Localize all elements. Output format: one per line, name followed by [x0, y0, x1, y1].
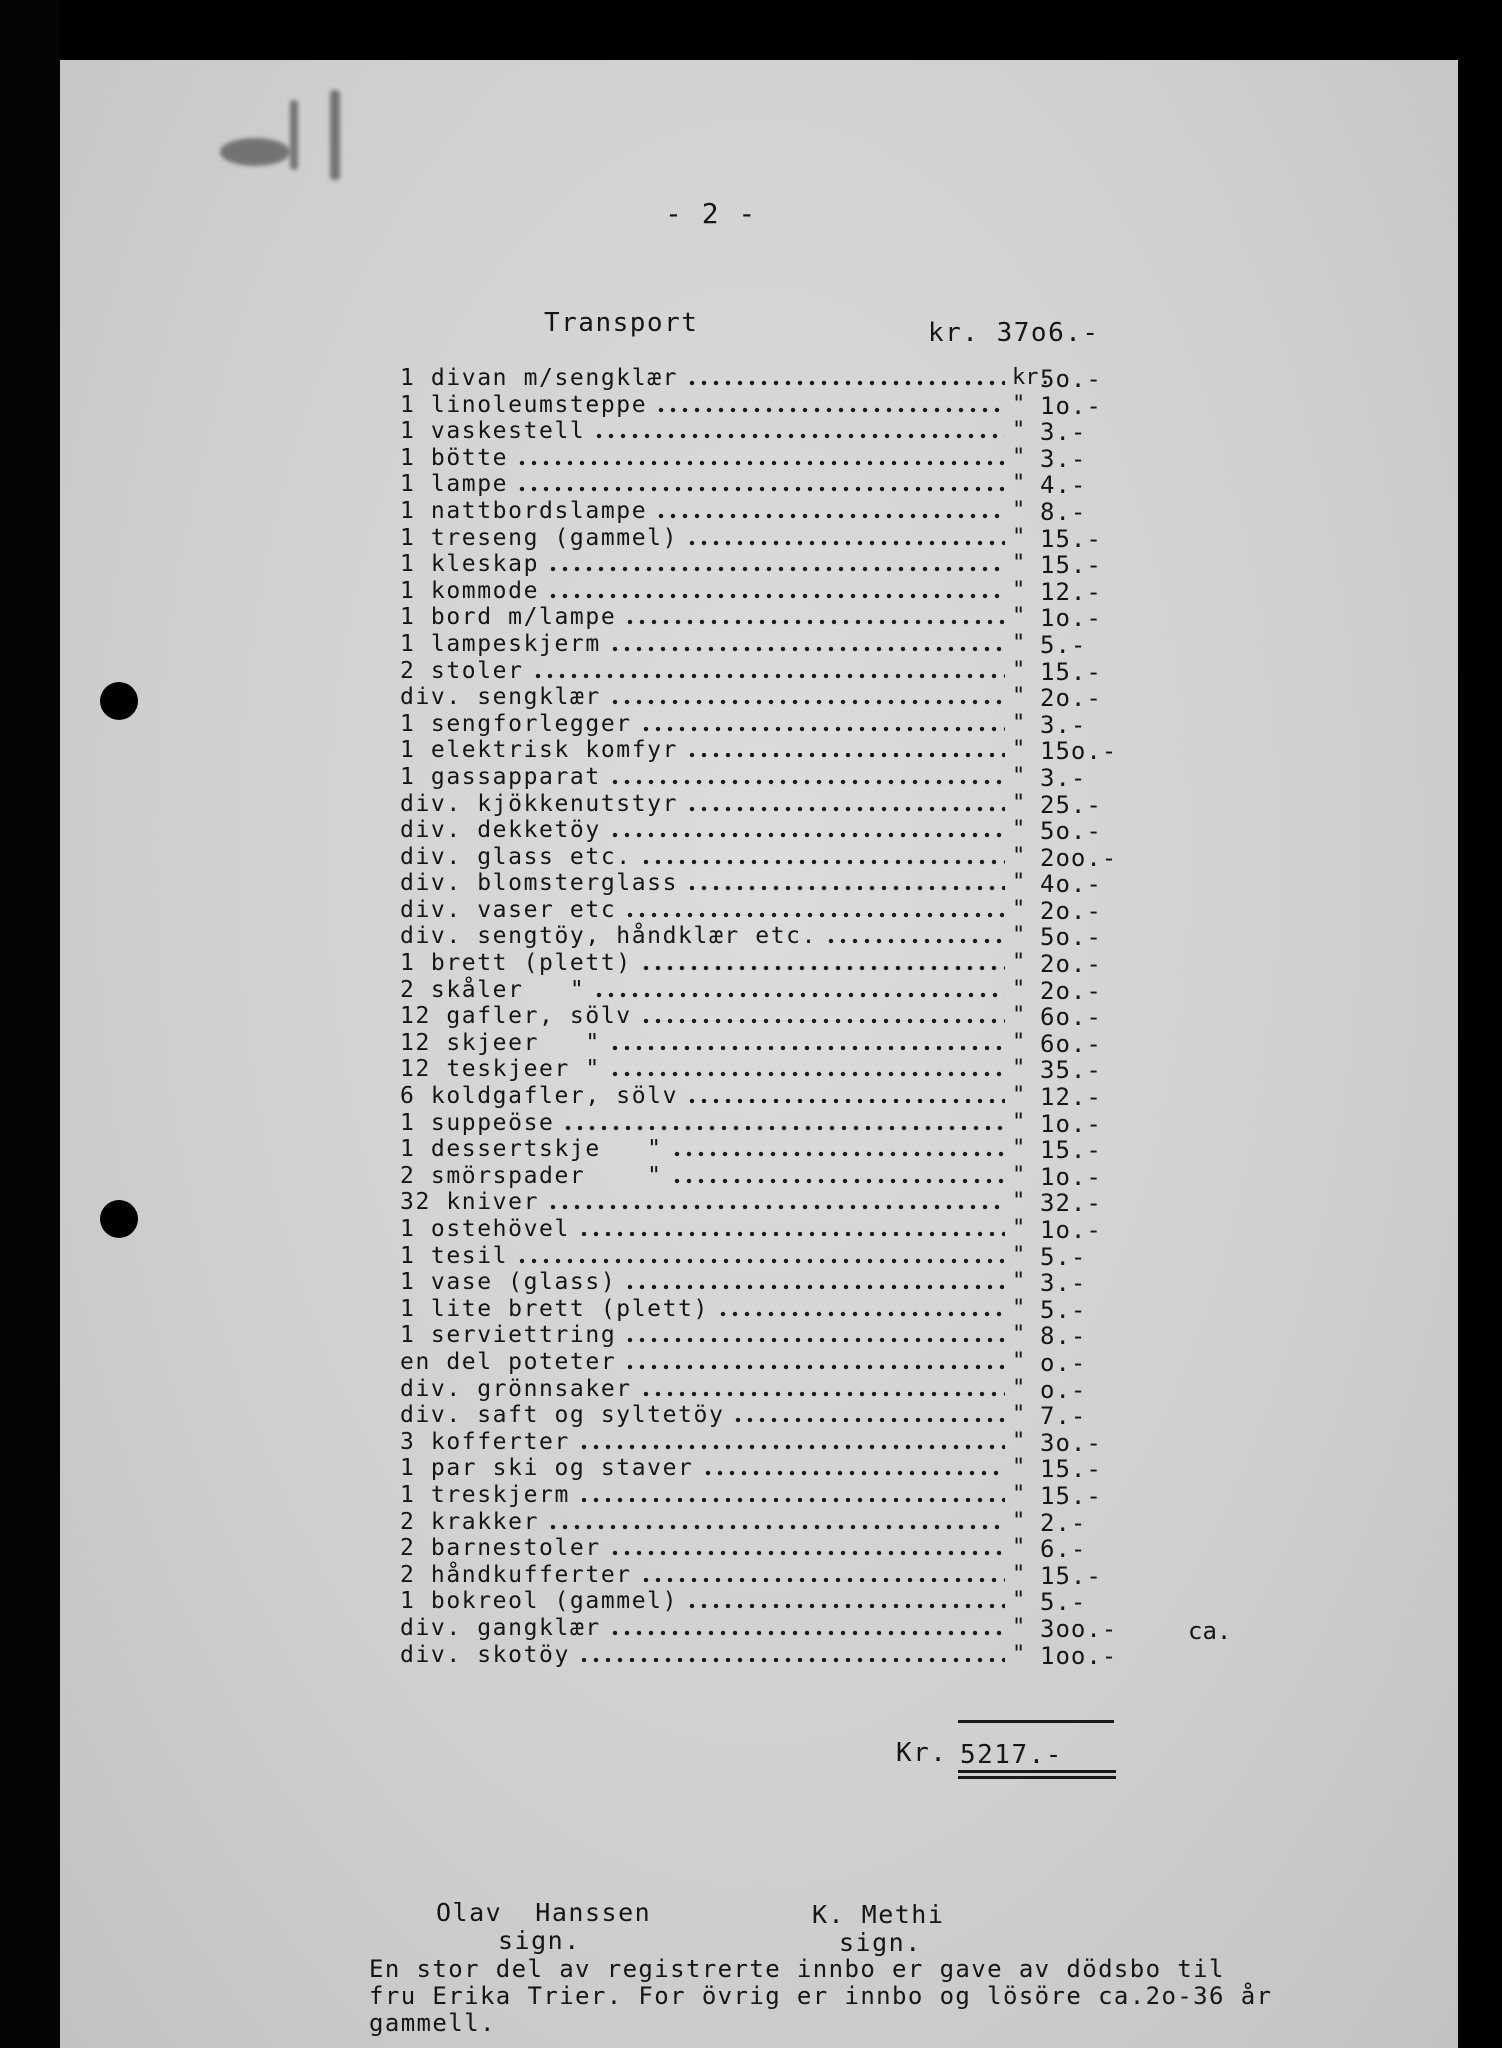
inventory-row — [400, 1642, 1160, 1669]
currency-mark: " — [1012, 870, 1026, 896]
item-name: 1 gassapparat — [400, 763, 601, 790]
inventory-row — [400, 1056, 1160, 1083]
dot-leader — [562, 1125, 1005, 1131]
currency-mark: " — [1012, 1242, 1026, 1268]
dot-leader — [686, 806, 1005, 812]
dot-leader — [686, 1098, 1005, 1104]
page-number: - 2 - — [665, 197, 757, 230]
item-amount: 4o.- — [1040, 870, 1102, 899]
ink-smudge — [330, 90, 340, 180]
dot-leader — [671, 1151, 1005, 1157]
inventory-row — [400, 604, 1160, 631]
inventory-row — [400, 1535, 1160, 1562]
item-name: 3 kofferter — [400, 1428, 570, 1455]
dot-leader — [624, 1364, 1005, 1370]
item-name: div. kjökkenutstyr — [400, 790, 679, 817]
transport-value: kr. 37o6.- — [928, 318, 1100, 348]
inventory-row — [400, 631, 1160, 658]
item-amount: 2o.- — [1040, 684, 1102, 713]
inventory-row — [400, 578, 1160, 605]
currency-mark: " — [1012, 551, 1026, 577]
dot-leader — [609, 699, 1005, 705]
item-name: 1 bokreol (gammel) — [400, 1588, 679, 1615]
item-amount: 25.- — [1040, 790, 1102, 819]
currency-mark: " — [1012, 1375, 1026, 1401]
inventory-row — [400, 977, 1160, 1004]
dot-leader — [609, 1550, 1005, 1556]
item-name: 1 tesil — [400, 1242, 509, 1269]
dot-leader — [640, 859, 1005, 865]
dot-leader — [640, 965, 1005, 971]
item-name: 1 sengforlegger — [400, 710, 632, 737]
dot-leader — [655, 513, 1005, 519]
inventory-row — [400, 1189, 1160, 1216]
inventory-row — [400, 870, 1160, 897]
item-amount: 3o.- — [1040, 1428, 1102, 1457]
ink-smudge — [220, 138, 290, 166]
inventory-row — [400, 897, 1160, 924]
currency-mark: " — [1012, 790, 1026, 816]
total-rule-double-1 — [958, 1770, 1116, 1773]
currency-mark: " — [1012, 657, 1026, 683]
total-rule-top — [958, 1720, 1114, 1723]
currency-mark: " — [1012, 1535, 1026, 1561]
currency-mark: " — [1012, 1003, 1026, 1029]
item-amount: 5.- — [1040, 630, 1087, 659]
item-name: 1 linoleumsteppe — [400, 391, 648, 418]
inventory-note: En stor del av registrerte innbo er gave av dödsbo til fru Erika Trier. For övrig er innbo og lösöre ca.2o-36 år gammell. — [369, 1955, 1273, 2037]
dot-leader — [640, 1577, 1005, 1583]
currency-mark: " — [1012, 923, 1026, 949]
item-name: div. vaser etc — [400, 896, 617, 923]
dot-leader — [686, 540, 1005, 546]
currency-mark: " — [1012, 1428, 1026, 1454]
currency-mark: " — [1012, 1322, 1026, 1348]
dot-leader — [593, 433, 1005, 439]
item-name: 1 lampeskjerm — [400, 630, 601, 657]
item-amount: 5.- — [1040, 1242, 1087, 1271]
currency-mark: " — [1012, 497, 1026, 523]
inventory-row — [400, 1482, 1160, 1509]
currency-mark: " — [1012, 1481, 1026, 1507]
currency-mark: " — [1012, 896, 1026, 922]
dot-leader — [609, 646, 1005, 652]
dot-leader — [547, 1524, 1005, 1530]
currency-mark: " — [1012, 1269, 1026, 1295]
item-name: 2 smörspader " — [400, 1162, 663, 1189]
currency-mark: " — [1012, 817, 1026, 843]
inventory-row — [400, 392, 1160, 419]
item-amount: 3.- — [1040, 444, 1087, 473]
currency-mark: " — [1012, 763, 1026, 789]
dot-leader — [609, 1071, 1005, 1077]
inventory-row — [400, 1455, 1160, 1482]
currency-mark: " — [1012, 630, 1026, 656]
item-amount: 15.- — [1040, 1455, 1102, 1484]
dot-leader — [671, 1178, 1005, 1184]
item-amount: 3oo.- — [1040, 1614, 1118, 1643]
dot-leader — [624, 912, 1005, 918]
item-name: 1 ostehövel — [400, 1216, 570, 1242]
item-amount: 32.- — [1040, 1189, 1102, 1218]
item-amount: 12.- — [1040, 577, 1102, 606]
item-amount: 6o.- — [1040, 1003, 1102, 1032]
item-name: 1 bord m/lampe — [400, 604, 617, 631]
item-name: div. sengtöy, håndklær etc. — [400, 923, 818, 950]
item-amount: 1o.- — [1040, 1162, 1102, 1191]
item-name: 1 lampe — [400, 471, 509, 498]
dot-leader — [702, 1470, 1005, 1476]
dot-leader — [578, 1444, 1005, 1450]
dot-leader — [624, 1337, 1005, 1343]
inventory-row — [400, 658, 1160, 685]
inventory-row — [400, 1269, 1160, 1296]
currency-mark: " — [1012, 710, 1026, 736]
currency-mark: " — [1012, 1216, 1026, 1241]
item-amount: 1o.- — [1040, 604, 1102, 633]
item-amount: o.- — [1040, 1375, 1087, 1404]
item-amount: 2o.- — [1040, 950, 1102, 979]
item-amount: 5o.- — [1040, 365, 1102, 393]
item-amount: 1o.- — [1040, 391, 1102, 420]
item-amount: 2oo.- — [1040, 843, 1118, 872]
inventory-row — [400, 525, 1160, 552]
inventory-row — [400, 1030, 1160, 1057]
inventory-row — [400, 1243, 1160, 1270]
inventory-row — [400, 1110, 1160, 1137]
currency-mark: " — [1012, 444, 1026, 470]
dot-leader — [547, 593, 1005, 599]
item-amount: 2.- — [1040, 1508, 1087, 1537]
item-amount: 15.- — [1040, 1481, 1102, 1510]
dot-leader — [547, 1204, 1005, 1210]
item-name: 6 koldgafler, sölv — [400, 1083, 679, 1110]
item-name: 2 stoler — [400, 657, 524, 684]
inventory-row — [400, 471, 1160, 498]
item-amount: 3.- — [1040, 1269, 1087, 1298]
item-name: 12 gafler, sölv — [400, 1003, 632, 1030]
item-amount: 15o.- — [1040, 737, 1118, 766]
transport-label: Transport — [544, 308, 699, 338]
inventory-row — [400, 1083, 1160, 1110]
item-name: div. blomsterglass — [400, 870, 679, 897]
item-suffix: ca. — [1188, 1616, 1232, 1645]
inventory-row — [400, 1136, 1160, 1163]
inventory-row — [400, 1402, 1160, 1429]
inventory-row — [400, 551, 1160, 578]
currency-mark: " — [1012, 1348, 1026, 1374]
item-name: div. glass etc. — [400, 843, 632, 870]
dot-leader — [578, 1497, 1005, 1503]
inventory-row — [400, 365, 1160, 392]
currency-mark: " — [1012, 1614, 1026, 1640]
item-name: div. dekketöy — [400, 817, 601, 844]
dot-leader — [655, 407, 1005, 413]
dot-leader — [609, 1630, 1005, 1636]
signature-sign-1: sign. — [498, 1926, 581, 1955]
item-name: 1 vaskestell — [400, 418, 586, 445]
inventory-row — [400, 1296, 1160, 1323]
currency-mark: " — [1012, 1455, 1026, 1481]
inventory-row — [400, 737, 1160, 764]
currency-mark: " — [1012, 843, 1026, 869]
dot-leader — [686, 752, 1005, 758]
currency-mark: " — [1012, 1162, 1026, 1188]
currency-mark: " — [1012, 524, 1026, 550]
dot-leader — [609, 1045, 1005, 1051]
item-name: 1 dessertskje " — [400, 1136, 663, 1163]
currency-mark: " — [1012, 1056, 1026, 1082]
inventory-row — [400, 1163, 1160, 1190]
dot-leader — [578, 1231, 1005, 1237]
item-name: 12 teskjeer " — [400, 1056, 601, 1083]
inventory-row — [400, 684, 1160, 711]
item-name: 1 serviettring — [400, 1322, 617, 1349]
item-amount: 3.- — [1040, 418, 1087, 447]
inventory-row — [400, 1614, 1232, 1645]
currency-mark: " — [1012, 1561, 1026, 1587]
item-amount: 7.- — [1040, 1402, 1087, 1431]
item-amount: 5o.- — [1040, 817, 1102, 846]
item-name: 1 kleskap — [400, 551, 540, 578]
document-page — [60, 60, 1458, 2048]
item-amount: 2o.- — [1040, 976, 1102, 1005]
item-name: 1 kommode — [400, 577, 540, 604]
dot-leader — [640, 1391, 1005, 1397]
item-name: 2 krakker — [400, 1508, 540, 1535]
dot-leader — [593, 992, 1005, 998]
item-amount: 4.- — [1040, 471, 1087, 500]
currency-mark: " — [1012, 577, 1026, 603]
item-amount: 5.- — [1040, 1588, 1087, 1617]
item-name: div. grönnsaker — [400, 1375, 632, 1402]
currency-mark: " — [1012, 1029, 1026, 1055]
currency-mark: " — [1012, 1402, 1026, 1428]
currency-mark: " — [1012, 1189, 1026, 1215]
currency-mark: " — [1012, 1083, 1026, 1109]
item-name: div. gangklær — [400, 1614, 601, 1641]
item-name: 2 skåler " — [400, 976, 586, 1003]
item-amount: 5.- — [1040, 1295, 1087, 1324]
item-name: 2 barnestoler — [400, 1535, 601, 1562]
inventory-row — [400, 1322, 1160, 1349]
currency-mark: " — [1012, 737, 1026, 763]
currency-mark: kr. — [1012, 365, 1052, 390]
item-name: 1 par ski og staver — [400, 1455, 694, 1482]
dot-leader — [516, 460, 1005, 466]
item-name: 1 lite brett (plett) — [400, 1295, 709, 1322]
dot-leader — [717, 1311, 1005, 1317]
item-amount: 8.- — [1040, 1322, 1087, 1351]
inventory-row — [400, 791, 1160, 818]
currency-mark: " — [1012, 684, 1026, 710]
item-amount: 6.- — [1040, 1535, 1087, 1564]
item-amount: 15.- — [1040, 524, 1102, 553]
dot-leader — [686, 1603, 1005, 1609]
currency-mark: " — [1012, 1508, 1026, 1534]
item-amount: 1oo.- — [1040, 1641, 1118, 1670]
dot-leader — [609, 832, 1005, 838]
item-amount: 1o.- — [1040, 1109, 1102, 1138]
item-name: div. sengklær — [400, 684, 601, 711]
item-name: div. saft og syltetöy — [400, 1402, 725, 1429]
dot-leader — [578, 1657, 1005, 1663]
item-amount: 15.- — [1040, 1561, 1102, 1590]
currency-mark: " — [1012, 976, 1026, 1002]
item-name: 1 elektrisk komfyr — [400, 737, 679, 764]
inventory-row — [400, 1562, 1160, 1589]
inventory-row — [400, 1216, 1160, 1243]
item-amount: 2o.- — [1040, 896, 1102, 925]
item-amount: 15.- — [1040, 657, 1102, 686]
dot-leader — [624, 619, 1005, 625]
item-amount: 1o.- — [1040, 1216, 1102, 1244]
item-amount: 3.- — [1040, 710, 1087, 739]
currency-mark: " — [1012, 1588, 1026, 1614]
scan-border — [0, 0, 60, 2048]
inventory-row — [400, 764, 1160, 791]
currency-mark: " — [1012, 950, 1026, 976]
item-name: 2 håndkufferter — [400, 1561, 632, 1588]
inventory-row — [400, 1429, 1160, 1456]
signature-name-1: Olav Hanssen — [436, 1898, 652, 1927]
currency-mark: " — [1012, 418, 1026, 444]
item-name: 1 brett (plett) — [400, 950, 632, 977]
dot-leader — [609, 779, 1005, 785]
currency-mark: " — [1012, 1295, 1026, 1321]
inventory-row — [400, 1588, 1160, 1615]
punch-hole-top — [100, 682, 138, 720]
item-name: 1 nattbordslampe — [400, 497, 648, 524]
item-amount: 8.- — [1040, 497, 1087, 526]
dot-leader — [624, 1284, 1005, 1290]
item-name: 1 suppeöse — [400, 1109, 555, 1136]
signature-name-2: K. Methi — [812, 1900, 945, 1929]
dot-leader — [686, 885, 1005, 891]
inventory-row — [400, 923, 1160, 950]
item-amount: 6o.- — [1040, 1029, 1102, 1058]
item-amount: 15.- — [1040, 551, 1102, 580]
dot-leader — [732, 1417, 1005, 1423]
item-name: 12 skjeer " — [400, 1029, 601, 1056]
total-value: 5217.- — [960, 1740, 1063, 1770]
item-name: 1 vase (glass) — [400, 1269, 617, 1296]
item-name: 32 kniver — [400, 1189, 540, 1216]
inventory-list — [400, 365, 1232, 1670]
dot-leader — [640, 1018, 1005, 1024]
inventory-row — [400, 950, 1160, 977]
inventory-row — [400, 1349, 1160, 1376]
currency-mark: " — [1012, 604, 1026, 630]
inventory-row — [400, 844, 1160, 871]
inventory-row — [400, 817, 1160, 844]
item-name: 1 treseng (gammel) — [400, 524, 679, 551]
item-amount: 12.- — [1040, 1083, 1102, 1112]
inventory-row — [400, 1509, 1160, 1536]
currency-mark: " — [1012, 1641, 1026, 1667]
dot-leader — [532, 673, 1005, 679]
item-amount: 15.- — [1040, 1136, 1102, 1165]
inventory-row — [400, 1376, 1160, 1403]
item-amount: o.- — [1040, 1348, 1087, 1377]
item-name: 1 bötte — [400, 444, 509, 471]
punch-hole-bottom — [100, 1200, 138, 1238]
dot-leader — [825, 938, 1005, 944]
total-rule-double-2 — [958, 1776, 1116, 1779]
inventory-row — [400, 711, 1160, 738]
dot-leader — [547, 566, 1005, 572]
dot-leader — [516, 486, 1005, 492]
total-label: Kr. — [896, 1738, 948, 1768]
signature-sign-2: sign. — [839, 1928, 922, 1957]
currency-mark: " — [1012, 1136, 1026, 1162]
dot-leader — [686, 380, 1005, 386]
inventory-row — [400, 1003, 1160, 1030]
inventory-row — [400, 418, 1160, 445]
dot-leader — [516, 1258, 1005, 1264]
inventory-row — [400, 445, 1160, 472]
item-name: 1 divan m/sengklær — [400, 365, 679, 391]
item-name: div. skotöy — [400, 1641, 570, 1668]
item-amount: 35.- — [1040, 1056, 1102, 1085]
item-name: 1 treskjerm — [400, 1481, 570, 1508]
item-name: en del poteter — [400, 1348, 617, 1375]
dot-leader — [640, 726, 1005, 732]
item-amount: 5o.- — [1040, 923, 1102, 952]
currency-mark: " — [1012, 471, 1026, 497]
currency-mark: " — [1012, 391, 1026, 417]
currency-mark: " — [1012, 1109, 1026, 1135]
ink-smudge — [290, 100, 298, 170]
item-amount: 3.- — [1040, 763, 1087, 792]
inventory-row — [400, 498, 1160, 525]
